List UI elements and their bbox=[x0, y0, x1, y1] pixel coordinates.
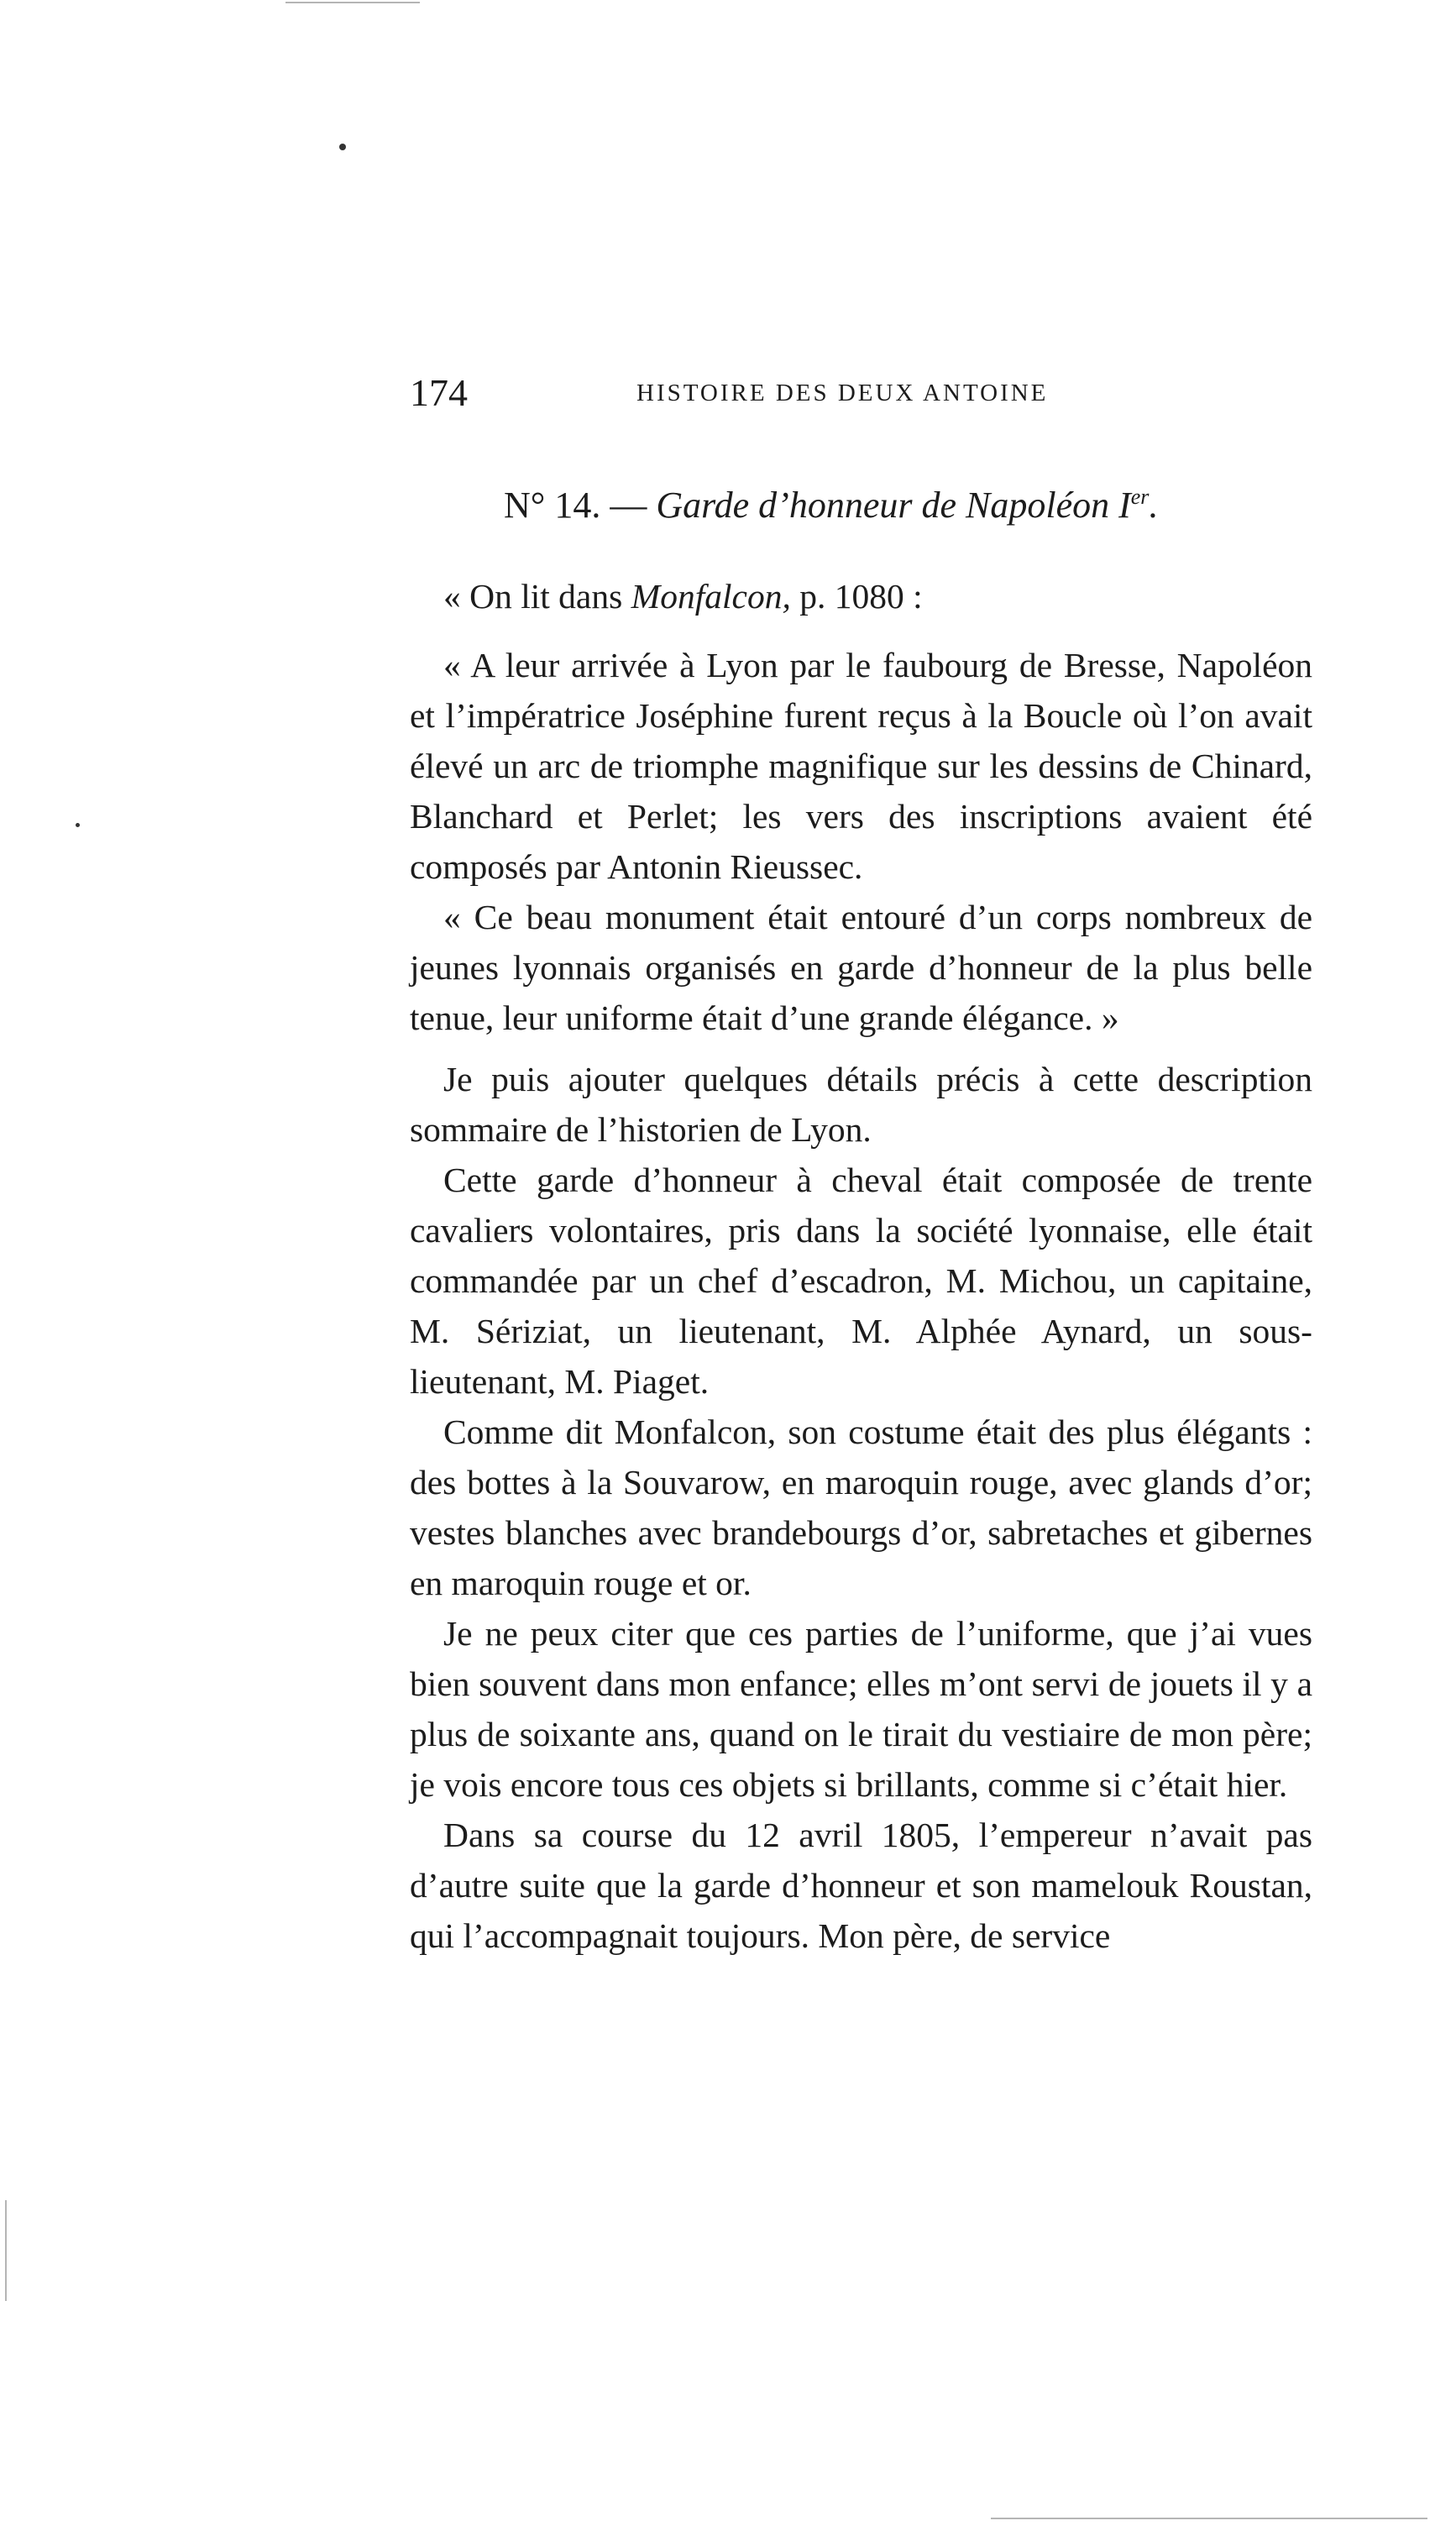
intro-paragraph bbox=[410, 571, 1312, 621]
quote-paragraph: « Ce beau monument était entouré d’un corps nombreux de jeunes lyonnais organisés en garde d’honneur de la plus belle tenue, leur uniforme était d’une grande élégance. » bbox=[410, 898, 1312, 1037]
body-text bbox=[410, 1054, 1312, 1961]
intro-page-ref: p. 1080 : bbox=[799, 577, 923, 616]
section-title bbox=[504, 479, 1158, 532]
quotation-block bbox=[410, 640, 1312, 1043]
section-title-text bbox=[656, 485, 1158, 526]
section-title-superscript: er bbox=[1130, 485, 1150, 509]
intro-open: « On lit dans bbox=[443, 577, 623, 616]
body-paragraph: Comme dit Monfalcon, son costume était des plus élégants : des bottes à la Souvarow, en maroquin rouge, avec glands d’or; vestes blanches avec brandebourgs d’or, sabretaches et gibernes en maroquin rouge et or. bbox=[410, 1412, 1312, 1602]
section-title-end: . bbox=[1149, 485, 1159, 526]
body-paragraph: Dans sa course du 12 avril 1805, l’empereur n’avait pas d’autre suite que la garde d’honneur et son mamelouk Roustan, qui l’accompagnait toujours. Mon père, de service bbox=[410, 1816, 1312, 1955]
body-paragraph: Je ne peux citer que ces parties de l’uniforme, que j’ai vues bien souvent dans mon enfance; elles m’ont servi de jouets il y a plus de soixante ans, quand on le tirait du vestiaire de mon père; je vois encore tous ces objets si brillants, comme si c’était hier. bbox=[410, 1614, 1312, 1804]
quote-paragraph: « A leur arrivée à Lyon par le faubourg de Bresse, Napoléon et l’impératrice Joséphine furent reçus à la Boucle où l’on avait élevé un arc de triomphe magnifique sur les dessins de Chinard, Blanchard et Perlet; les vers des inscriptions avaient été composés par Antonin Rieussec. bbox=[410, 646, 1312, 886]
body-paragraph: Cette garde d’honneur à cheval était composée de trente cavaliers volontaires, pris dans la société lyonnaise, elle était commandée par un chef d’escadron, M. Michou, un capitaine, M. Sériziat, un lieutenant, M. Alphée Aynard, un sous-lieutenant, M. Piaget. bbox=[410, 1161, 1312, 1401]
section-title-main: Garde d’honneur de Napoléon I bbox=[656, 485, 1131, 526]
intro-line bbox=[410, 571, 1312, 621]
body-paragraph: Je puis ajouter quelques détails précis à cette description sommaire de l’historien de Lyon. bbox=[410, 1060, 1312, 1149]
intro-source: Monfalcon, bbox=[631, 577, 791, 616]
scan-edge-mark bbox=[285, 2, 420, 3]
ink-speck bbox=[339, 144, 346, 150]
scan-edge-mark bbox=[5, 2200, 7, 2301]
running-title: HISTOIRE DES DEUX ANTOINE bbox=[636, 380, 1049, 406]
scan-edge-mark bbox=[991, 2518, 1427, 2519]
section-number: N° 14. — bbox=[504, 485, 647, 526]
ink-speck bbox=[76, 823, 80, 827]
running-head bbox=[410, 368, 1317, 418]
page-number: 174 bbox=[410, 371, 468, 414]
